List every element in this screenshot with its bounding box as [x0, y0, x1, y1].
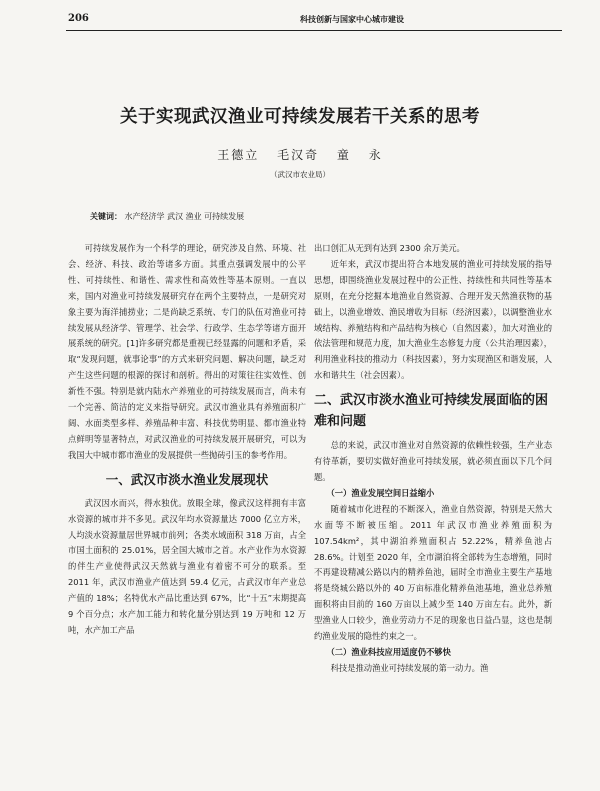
keywords-label: 关键词：: [90, 212, 122, 221]
affiliation: （武汉市农业局）: [270, 170, 330, 179]
right-paragraph-4: 随着城市化进程的不断深入，渔业自然资源，特别是天然大水面等不断被压缩。2011 年武汉市渔业养殖面积为 107.54km²，其中湖泊养殖面积占 52.22%，精养鱼池占 28.6%。计划至 2020 年，全市湖泊将全部转为生态增殖，同时不再建设精减公路以内的精养鱼池，届时全市渔业主要生产基地将是绕城公路以外的 40 万亩标准化精养鱼池基地，渔业总养殖面积将由目前的 160 万亩以上减少至 140 万亩左右。此外，新型渔业人口较少，渔业劳动力不足的现象也日益凸显，这也是制约渔业发展的隐性约束之一。: [314, 503, 552, 642]
article-title: 关于实现武汉渔业可持续发展若干关系的思考: [120, 107, 480, 127]
right-paragraph-3: 总的来说，武汉市渔业对自然资源的依赖性较强，生产业态有待革新，要切实做好渔业可持续发展，就必须直面以下几个问题。: [314, 440, 552, 482]
subsection-heading-2: （二）渔业科技应用适度仍不够快: [326, 646, 451, 657]
right-paragraph-5: 科技是推动渔业可持续发展的第一动力。渔: [330, 662, 489, 673]
page-number: 206: [68, 13, 89, 24]
header-rule: [66, 30, 562, 31]
subsection-heading-1: （一）渔业发展空间日益缩小: [326, 487, 435, 498]
keywords-text: 水产经济学 武汉 渔业 可持续发展: [124, 212, 245, 221]
left-column: [68, 241, 306, 639]
right-column: [314, 241, 552, 677]
left-paragraph-2: 武汉因水而兴，得水独优。放眼全球，像武汉这样拥有丰富水资源的城市并不多见。武汉年均水资源量达 7000 亿立方米，人均淡水资源量居世界城市前列；各类水域面积 318 万亩，占全市国土面积的 25.01%，居全国大城市之首。水产业作为水资源的伴生产业使得武汉天然就与渔业有着密不可分的联系。至 2011 年，武汉市渔业产值达到 59.4 亿元，占武汉市年产业总产值的 18%；名特优水产品比重达到 67%，比“十五”末期提高 9 个百分点；水产加工能力和转化量分别达到 19 万吨和 12 万吨，水产加工产品: [68, 497, 306, 635]
keywords: [90, 211, 244, 222]
section-heading-1: 一、武汉市淡水渔业发展现状: [105, 471, 269, 487]
left-paragraph-1: 可持续发展作为一个科学的理论，研究涉及自然、环境、社会、经济、科技、政治等诸多方面。其重点强调发展中的公平性、可持续性、和谐性、需求性和高效性等基本原则。一直以来，国内对渔业可持续发展研究存在两个主要特点，一是研究对象主要为海洋捕捞业；二是尚缺乏系统、专门的队伍对渔业可持续发展从经济学、管理学、社会学、行政学、生态学等诸方面开展系统的研究。[1]许多研究都是重视已经显露的问题和矛盾，采取“发现问题，就事论事”的方式来研究问题、解决问题，缺乏对产生这些问题的根源的探讨和剖析。得出的对策往往实效性、创新性不强。特别是就内陆水产养殖业的可持续发展而言，尚未有一个完善、简洁的定义来指导研究。武汉市渔业具有养殖面积广阔、水面类型多样、养殖品种丰富、科技优势明显、都市渔业特点鲜明等显著特点，对武汉渔业的可持续发展开展研究，可以为我国大中城市都市渔业的发展提供一些抛砖引玉的参考作用。: [68, 243, 306, 460]
authors: 王德立 毛汉奇 童 永: [217, 148, 383, 162]
right-paragraph-2: 近年来，武汉市提出符合本地发展的渔业可持续发展的指导思想，即围绕渔业发展过程中的公正性、持续性和共同性等基本原则，在充分挖掘本地渔业自然资源、合理开发天然渔获物的基础上，以渔业增效、渔民增收为目标（经济因素），以调整渔业水域结构、养殖结构和产品结构为核心（自然因素），加大对渔业的依法管理和规范力度，加大渔业生态修复力度（公共治理因素），利用渔业科技的推动力（科技因素），努力实现渔区和谐发展，人水和谐共生（社会因素）。: [314, 258, 552, 381]
section-heading-2: 二、武汉市淡水渔业可持续发展面临的困难和问题: [314, 393, 549, 430]
right-paragraph-continued: 出口创汇从无到有达到 2300 余万美元。: [314, 243, 465, 253]
running-head: 科技创新与国家中心城市建设: [300, 15, 404, 24]
